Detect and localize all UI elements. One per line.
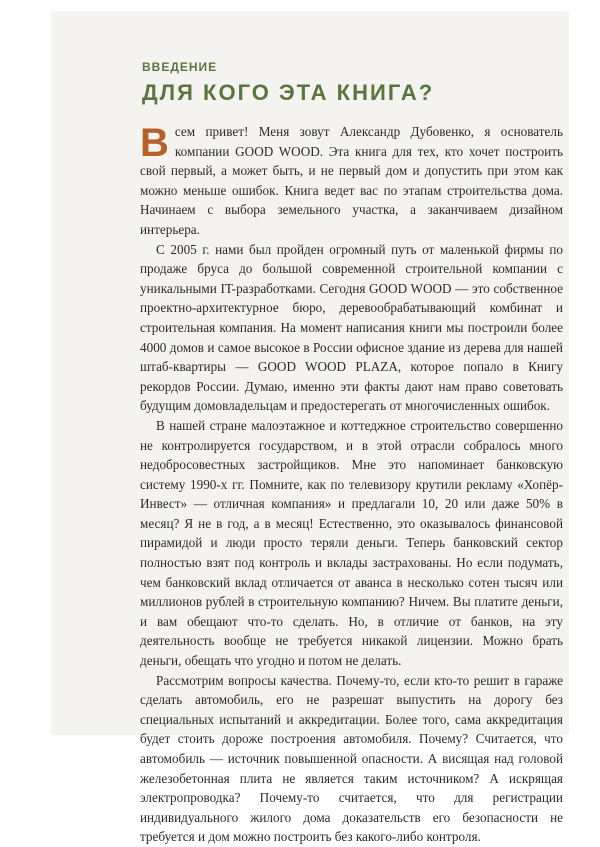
drop-cap: В bbox=[140, 121, 169, 165]
paragraph-3: В нашей стране малоэтажное и коттеджное строительство совершенно не контролируется государством, и в этой отрасли собралось много недобросовестных застройщиков. Мне это напоминает банковскую систему 1990-х гг. Помните, как по телевизору крутили рекламу «Хопёр-Инвест» — отличная компания» и предлагали 10, 20 или даже 50% в месяц? Я не в год, а в месяц! Естественно, это оказывалось финансовой пирамидой и люди просто теряли деньги. Теперь банковский сектор полностью взят под контроль и вклады застрахованы. Но если подумать, чем банковский вклад отличается от аванса в несколько сотен тысяч или миллионов рублей в строительную компанию? Ничем. Вы платите деньги, и вам обещают что-то сделать. Но, в отличие от банков, на эту деятельность вообще не требуется никакой лицензии. Можно брать деньги, обещать что угодно и потом не делать. bbox=[140, 417, 563, 669]
chapter-kicker: ВВЕДЕНИЕ bbox=[142, 60, 218, 74]
chapter-title: ДЛЯ КОГО ЭТА КНИГА? bbox=[142, 80, 435, 105]
paragraph-2: С 2005 г. нами был пройден огромный путь от маленькой фирмы по продаже бруса до большой современной строительной компании с уникальными IT-разработками. Сегодня GOOD WOOD — это собственное проектно-архитектурное бюро, деревообрабатывающий комбинат и строительная компания. На момент написания книги мы построили более 4000 домов и самое высокое в России офисное здание из дерева для нашей штаб-квартиры — GOOD WOOD PLAZA, которое попало в Книгу рекордов России. Думаю, именно эти факты дают нам право советовать будущим домовладельцам и предостерегать от многочисленных ошибок. bbox=[140, 241, 563, 414]
paragraph-1-text: сем привет! Меня зовут Александр Дубовенко, я основатель компании GOOD WOOD. Эта книга для тех, кто хочет построить свой первый, а может быть, и не первый дом и допустить при этом как можно меньше ошибок. Книга ведет вас по этапам строительства дома. Начинаем с выбора земельного участка, а заканчиваем дизайном интерьера. bbox=[140, 124, 563, 237]
paragraph-1 bbox=[140, 122, 563, 240]
book-page bbox=[52, 12, 568, 845]
paragraph-4: Рассмотрим вопросы качества. Почему-то, если кто-то решит в гараже сделать автомобиль, его не разрешат выпустить на дорогу без специальных испытаний и аккредитации. Более того, сама аккредитация будет стоить дороже построения автомобиля. Почему? Считается, что автомобиль — источник повышенной опасности. А висящая над головой железобетонная плита не является таким источником? А искрящая электропроводка? Почему-то считается, что для регистрации индивидуального жилого дома доказательств его безопасности не требуется и дом можно построить без какого-либо контроля. bbox=[140, 672, 563, 845]
chapter-heading bbox=[142, 60, 434, 106]
body-text bbox=[140, 122, 563, 847]
